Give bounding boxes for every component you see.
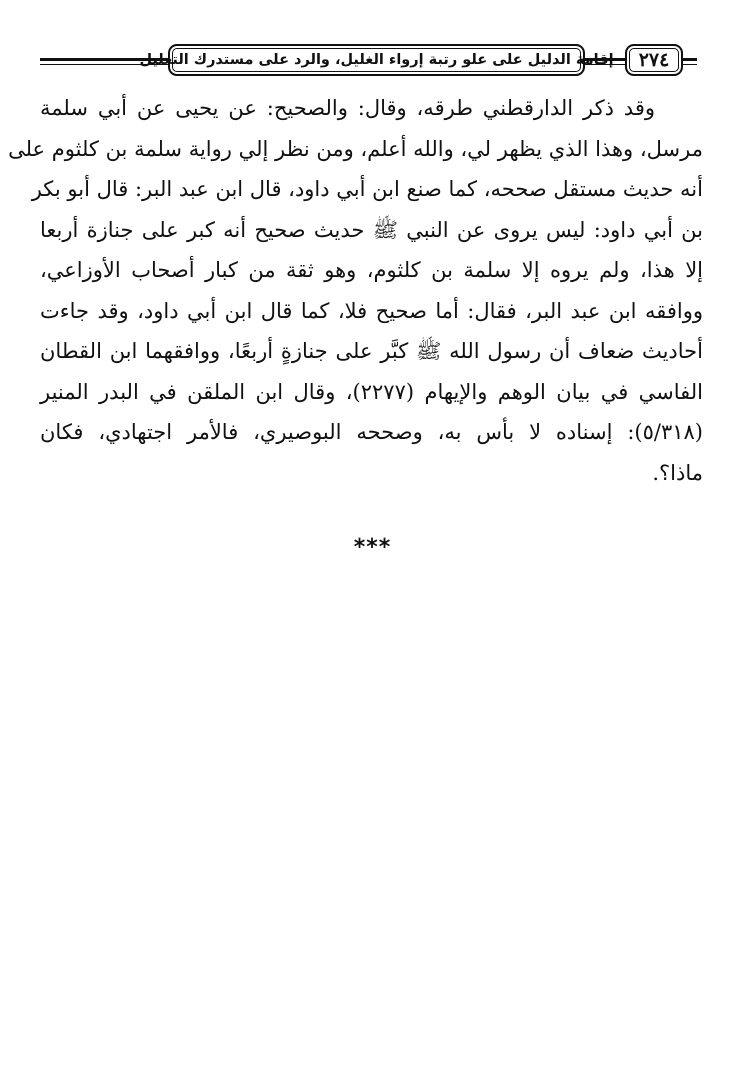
body-text — [8, 88, 703, 493]
running-header — [40, 40, 700, 88]
text-line: ووافقه ابن عبد البر، فقال: أما صحيح فلا، كما قال ابن أبي داود، وقد جاءت — [40, 298, 703, 323]
text-line: ماذا؟. — [652, 460, 703, 485]
text-line: أنه حديث مستقل صححه، كما صنع ابن أبي داود، قال ابن عبد البر: قال أبو بكر — [31, 177, 703, 201]
header-rule-middle — [585, 58, 625, 65]
text-line: الفاسي في بيان الوهم والإيهام (٢٢٧٧)، وقال ابن الملقن في البدر المنير — [40, 379, 703, 404]
text-line: بن أبي داود: ليس يروى عن النبي ﷺ حديث صحيح أنه كبر على جنازة أربعا — [40, 217, 703, 242]
running-title: إقامة الدليل على علو رتبة إرواء الغليل، والرد على مستدرك التعليل — [168, 44, 585, 76]
text-line: (٥/٣١٨): إسناده لا بأس به، وصححه البوصيري، فالأمر اجتهادي، فكان — [40, 420, 703, 444]
text-line: وقد ذكر الدارقطني طرقه، وقال: والصحيح: عن يحيى عن أبي سلمة — [40, 96, 655, 120]
text-line: إلا هذا، ولم يروه إلا سلمة بن كلثوم، وهو ثقة من كبار أصحاب الأوزاعي، — [40, 258, 703, 282]
text-line: أحاديث ضعاف أن رسول الله ﷺ كبَّر على جنازةٍ أربعًا، ووافقهما ابن القطان — [40, 339, 703, 363]
page-number: ٢٧٤ — [625, 44, 683, 76]
text-line: مرسل، وهذا الذي يظهر لي، والله أعلم، ومن نظر إلي رواية سلمة بن كلثوم على — [8, 136, 703, 161]
header-rule-right — [683, 58, 697, 65]
section-separator: *** — [353, 535, 392, 560]
